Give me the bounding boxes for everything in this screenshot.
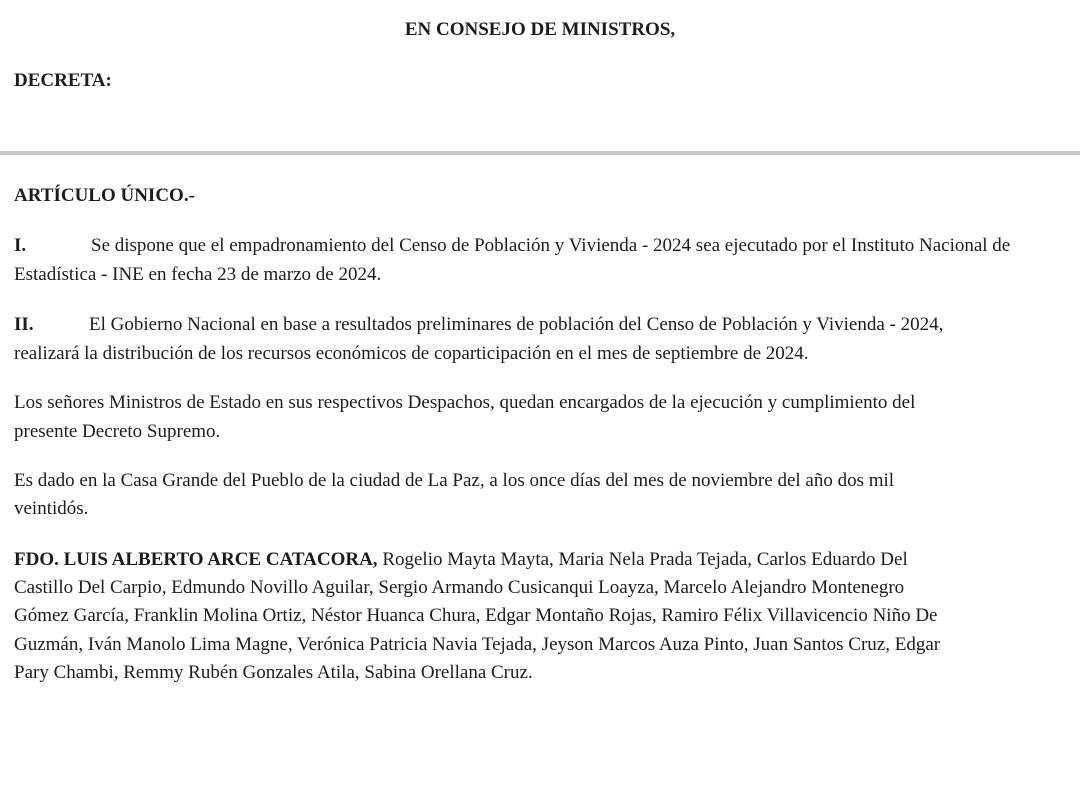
page-divider [0,151,1080,155]
paragraph-1-text: Se dispone que el empadronamiento del Censo de Población y Vivienda - 2024 sea ejecutado por el Instituto Nacional de [91,235,1011,256]
signatures-line-1-rest: Rogelio Mayta Mayta, Maria Nela Prada Tejada, Carlos Eduardo Del [377,549,908,570]
signatures-line-3: Gómez García, Franklin Molina Ortiz, Néstor Huanca Chura, Edgar Montaño Rojas, Ramiro Félix Villavicencio Niño De [14,605,938,626]
given-line-2: veintidós. [14,498,89,519]
paragraph-1-line-1 [14,231,1080,260]
article-heading: ARTÍCULO ÚNICO.- [14,185,195,206]
signatures-line-5: Pary Chambi, Remmy Rubén Gonzales Atila, Sabina Orellana Cruz. [14,662,533,683]
signatures-line-4: Guzmán, Iván Manolo Lima Magne, Verónica Patricia Navia Tejada, Jeyson Marcos Auza Pinto, Juan Santos Cruz, Edgar [14,634,941,655]
ministers-line-1: Los señores Ministros de Estado en sus respectivos Despachos, quedan encargados de la ejecución y cumplimiento del [14,392,916,413]
paragraph-2-text: El Gobierno Nacional en base a resultados preliminares de población del Censo de Población y Vivienda - 2024, [89,314,944,335]
signatures-line-2: Castillo Del Carpio, Edmundo Novillo Aguilar, Sergio Armando Cusicanqui Loayza, Marcelo Alejandro Montenegro [14,577,905,598]
council-title: EN CONSEJO DE MINISTROS, [404,19,676,40]
paragraph-2-numeral: II. [14,314,34,335]
paragraph-2-line-1 [14,310,1080,339]
paragraph-2-line-2: realizará la distribución de los recursos económicos de coparticipación en el mes de septiembre de 2024. [14,343,809,364]
signatures-line-1 [14,545,908,574]
signer-name: FDO. LUIS ALBERTO ARCE CATACORA, [14,549,378,570]
decreta-heading: DECRETA: [14,70,112,91]
paragraph-1-numeral: I. [14,235,27,256]
given-line-1: Es dado en la Casa Grande del Pueblo de la ciudad de La Paz, a los once días del mes de noviembre del año dos mil [14,470,895,491]
paragraph-1-line-2: Estadística - INE en fecha 23 de marzo de 2024. [14,264,382,285]
ministers-line-2: presente Decreto Supremo. [14,421,221,442]
